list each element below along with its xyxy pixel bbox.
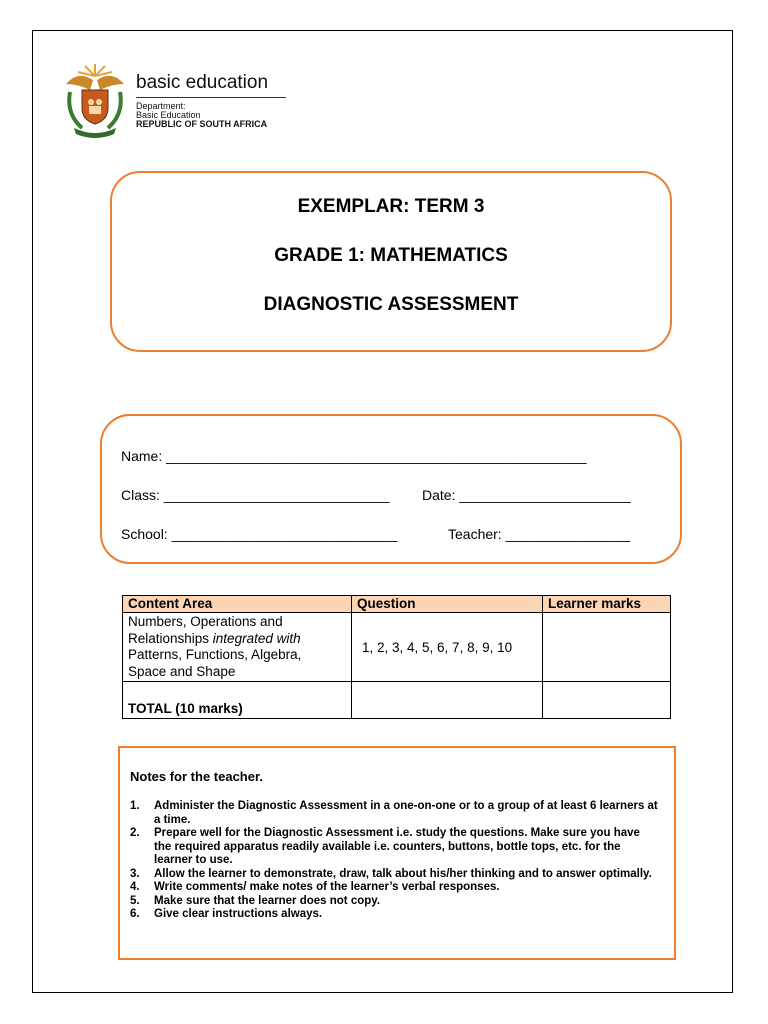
item-number: 2.	[130, 827, 140, 839]
total-marks-cell[interactable]	[543, 682, 671, 719]
content-line: Space and Shape	[128, 663, 236, 679]
content-italic: integrated with	[212, 630, 301, 646]
content-area-cell	[123, 613, 352, 682]
logo-department-label: Department:	[136, 101, 186, 111]
item-number: 5.	[130, 894, 140, 907]
list-item	[130, 895, 660, 909]
item-number: 4.	[130, 881, 140, 893]
date-field[interactable]: Date: ______________________	[422, 487, 631, 503]
marks-table	[122, 595, 671, 719]
assessment-type-title: DIAGNOSTIC ASSESSMENT	[263, 294, 519, 315]
question-numbers-cell: 1, 2, 3, 4, 5, 6, 7, 8, 9, 10	[352, 613, 543, 682]
content-line: Relationships	[128, 630, 213, 646]
teacher-notes-box	[118, 746, 676, 960]
class-field[interactable]: Class: _____________________________	[121, 487, 390, 503]
item-number: 3.	[130, 867, 140, 880]
grade-subject-title: GRADE 1: MATHEMATICS	[274, 245, 508, 266]
logo-department-name: Basic Education	[136, 110, 201, 120]
list-item	[130, 827, 660, 868]
item-number: 6.	[130, 908, 140, 920]
learner-marks-cell[interactable]	[543, 613, 671, 682]
header-learner-marks: Learner marks	[543, 596, 671, 613]
total-question-cell	[352, 682, 543, 719]
total-label-cell: TOTAL (10 marks)	[123, 682, 352, 719]
department-logo	[60, 62, 310, 140]
exemplar-term-title: EXEMPLAR: TERM 3	[297, 196, 485, 217]
item-text: Give clear instructions always.	[154, 908, 323, 920]
list-item	[130, 800, 660, 827]
name-field[interactable]: Name: ______________________________________________________	[121, 448, 587, 464]
table-row	[123, 613, 671, 682]
item-number: 1.	[130, 800, 140, 812]
school-field[interactable]: School: _____________________________	[121, 526, 398, 542]
item-text: Administer the Diagnostic Assessment in a one-on-one or to a group of at least 6 learners at a time.	[154, 800, 658, 826]
notes-heading: Notes for the teacher.	[130, 769, 263, 784]
learner-info-box	[100, 414, 682, 564]
total-row	[123, 682, 671, 719]
list-item	[130, 868, 660, 882]
logo-country: REPUBLIC OF SOUTH AFRICA	[136, 119, 268, 129]
list-item	[130, 908, 660, 922]
header-question: Question	[352, 596, 543, 613]
item-text: Make sure that the learner does not copy.	[154, 894, 381, 907]
list-item	[130, 881, 660, 895]
table-header-row	[123, 596, 671, 613]
title-box	[110, 171, 672, 352]
school-teacher-row	[121, 526, 631, 542]
teacher-field[interactable]: Teacher: ________________	[448, 526, 631, 542]
coat-of-arms-icon	[60, 62, 130, 138]
logo-divider	[136, 97, 286, 98]
class-date-row	[121, 487, 631, 503]
logo-title: basic education	[136, 72, 269, 93]
content-line: Numbers, Operations and	[128, 614, 283, 629]
notes-list	[130, 800, 660, 922]
item-text: Prepare well for the Diagnostic Assessment i.e. study the questions. Make sure you have the required apparatus readily available i.e. counters, buttons, bottle tops, etc. for the learner to use.	[154, 827, 640, 866]
item-text: Write comments/ make notes of the learner’s verbal responses.	[154, 881, 500, 893]
content-line: Patterns, Functions, Algebra,	[128, 647, 302, 662]
item-text: Allow the learner to demonstrate, draw, talk about his/her thinking and to answer optimally.	[154, 867, 652, 880]
header-content-area: Content Area	[123, 596, 352, 613]
